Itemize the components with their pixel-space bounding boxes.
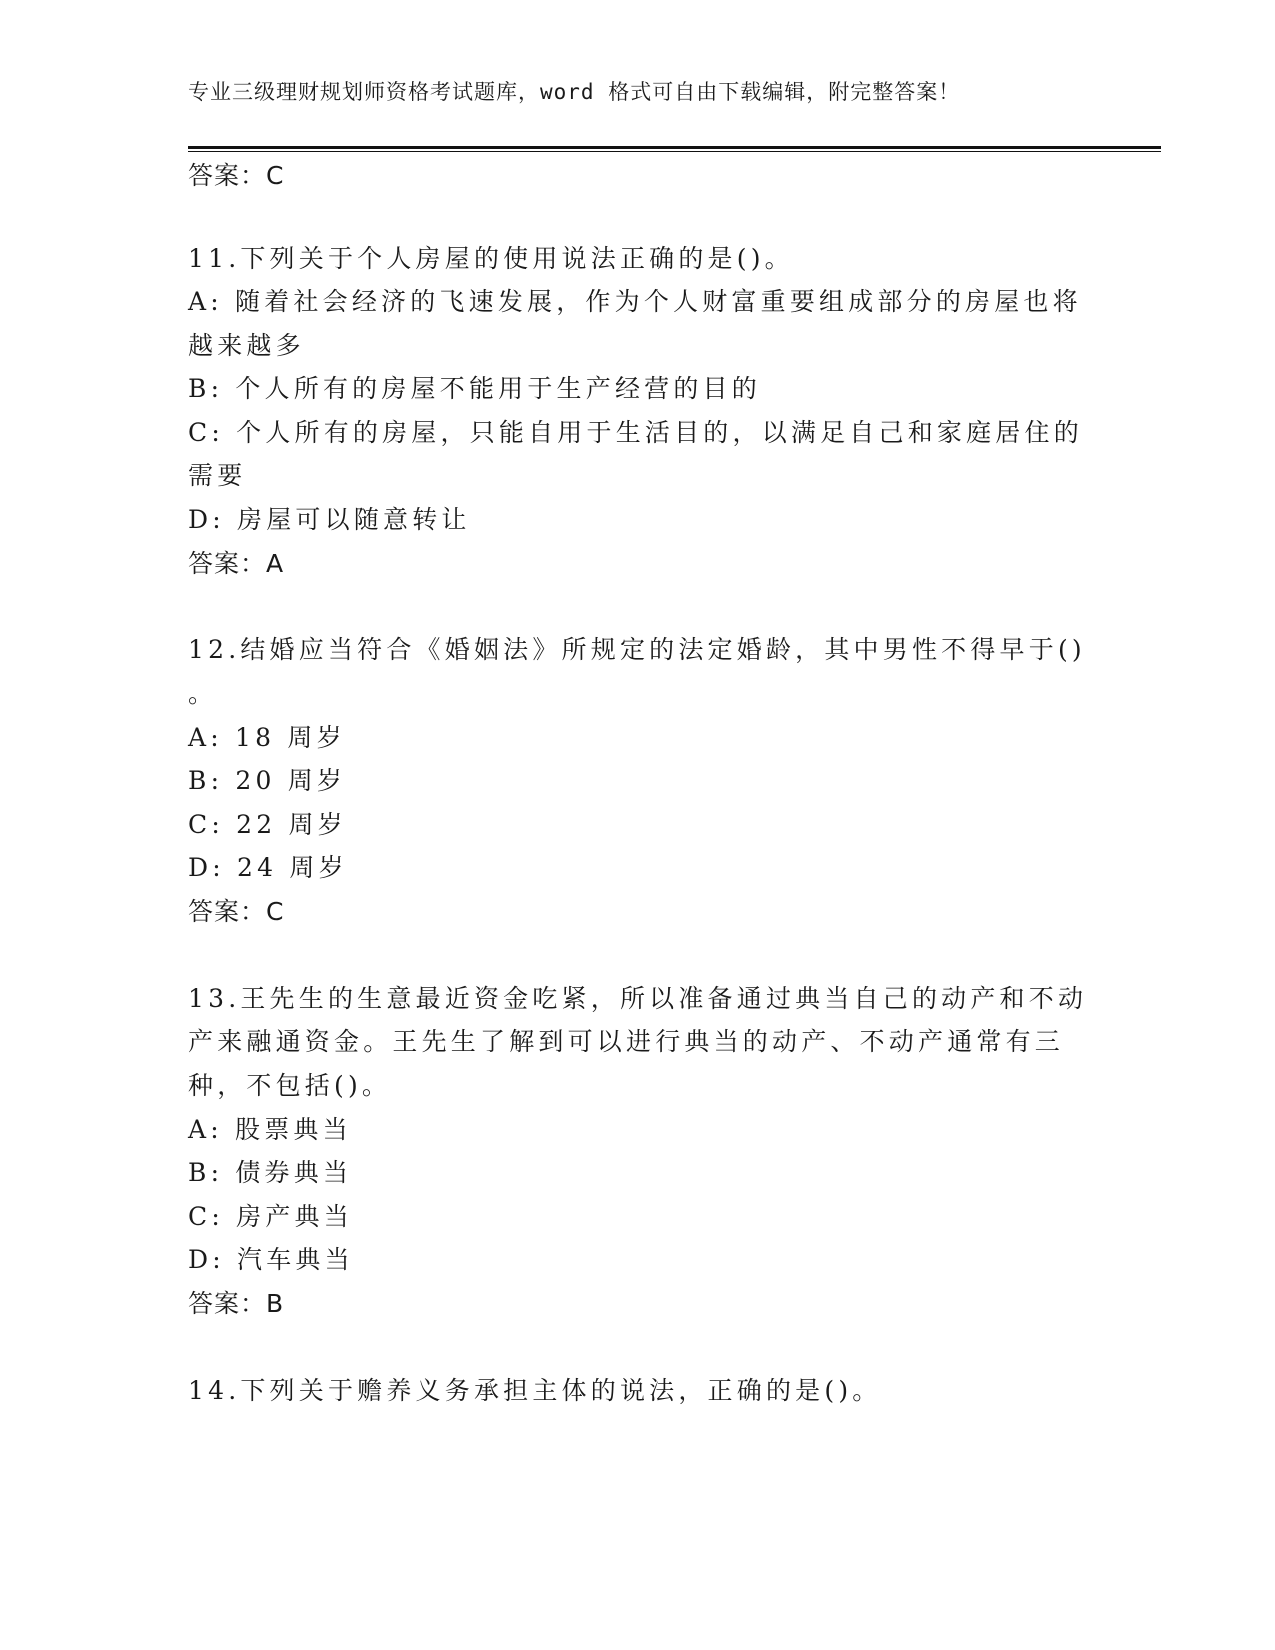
question-11-option-b: B: 个人所有的房屋不能用于生产经营的目的 (188, 374, 761, 403)
question-12-option-a: A: 18 周岁 (188, 723, 346, 752)
answer-q10: 答案：C (188, 161, 285, 190)
question-13-option-d: D: 汽车典当 (188, 1245, 354, 1274)
question-11-option-a: A: 随着社会经济的飞速发展，作为个人财富重要组成部分的房屋也将 (188, 287, 1082, 316)
header-rule-thin (188, 151, 1161, 152)
question-13-option-b: B: 债券典当 (188, 1158, 353, 1187)
question-12-option-c: C: 22 周岁 (188, 810, 347, 839)
question-12-stem-cont: 。 (188, 679, 218, 708)
question-11-answer: 答案：A (188, 549, 285, 578)
question-11-option-c-cont: 需要 (188, 461, 247, 490)
question-13-stem-cont-2: 种，不包括()。 (188, 1071, 392, 1100)
question-12-option-d: D: 24 周岁 (188, 853, 348, 882)
question-13-option-a: A: 股票典当 (188, 1115, 352, 1144)
question-11-option-a-cont: 越来越多 (188, 331, 305, 360)
question-11-stem: 11.下列关于个人房屋的使用说法正确的是()。 (188, 244, 794, 273)
question-13-stem-cont-1: 产来融通资金。王先生了解到可以进行典当的动产、不动产通常有三 (188, 1027, 1065, 1056)
question-12-stem: 12.结婚应当符合《婚姻法》所规定的法定婚龄，其中男性不得早于() (188, 635, 1086, 664)
question-13-answer: 答案：B (188, 1289, 285, 1318)
page-header: 专业三级理财规划师资格考试题库，word 格式可自由下载编辑，附完整答案！ (188, 80, 961, 104)
question-14-stem: 14.下列关于赡养义务承担主体的说法，正确的是()。 (188, 1376, 882, 1405)
question-11-option-c: C: 个人所有的房屋，只能自用于生活目的，以满足自己和家庭居住的 (188, 418, 1083, 447)
question-11-option-d: D: 房屋可以随意转让 (188, 505, 471, 534)
question-12-option-b: B: 20 周岁 (188, 766, 347, 795)
question-13-stem: 13.王先生的生意最近资金吃紧，所以准备通过典当自己的动产和不动 (188, 984, 1088, 1013)
question-13-option-c: C: 房产典当 (188, 1202, 353, 1231)
header-rule-thick (188, 146, 1161, 149)
question-12-answer: 答案：C (188, 897, 285, 926)
